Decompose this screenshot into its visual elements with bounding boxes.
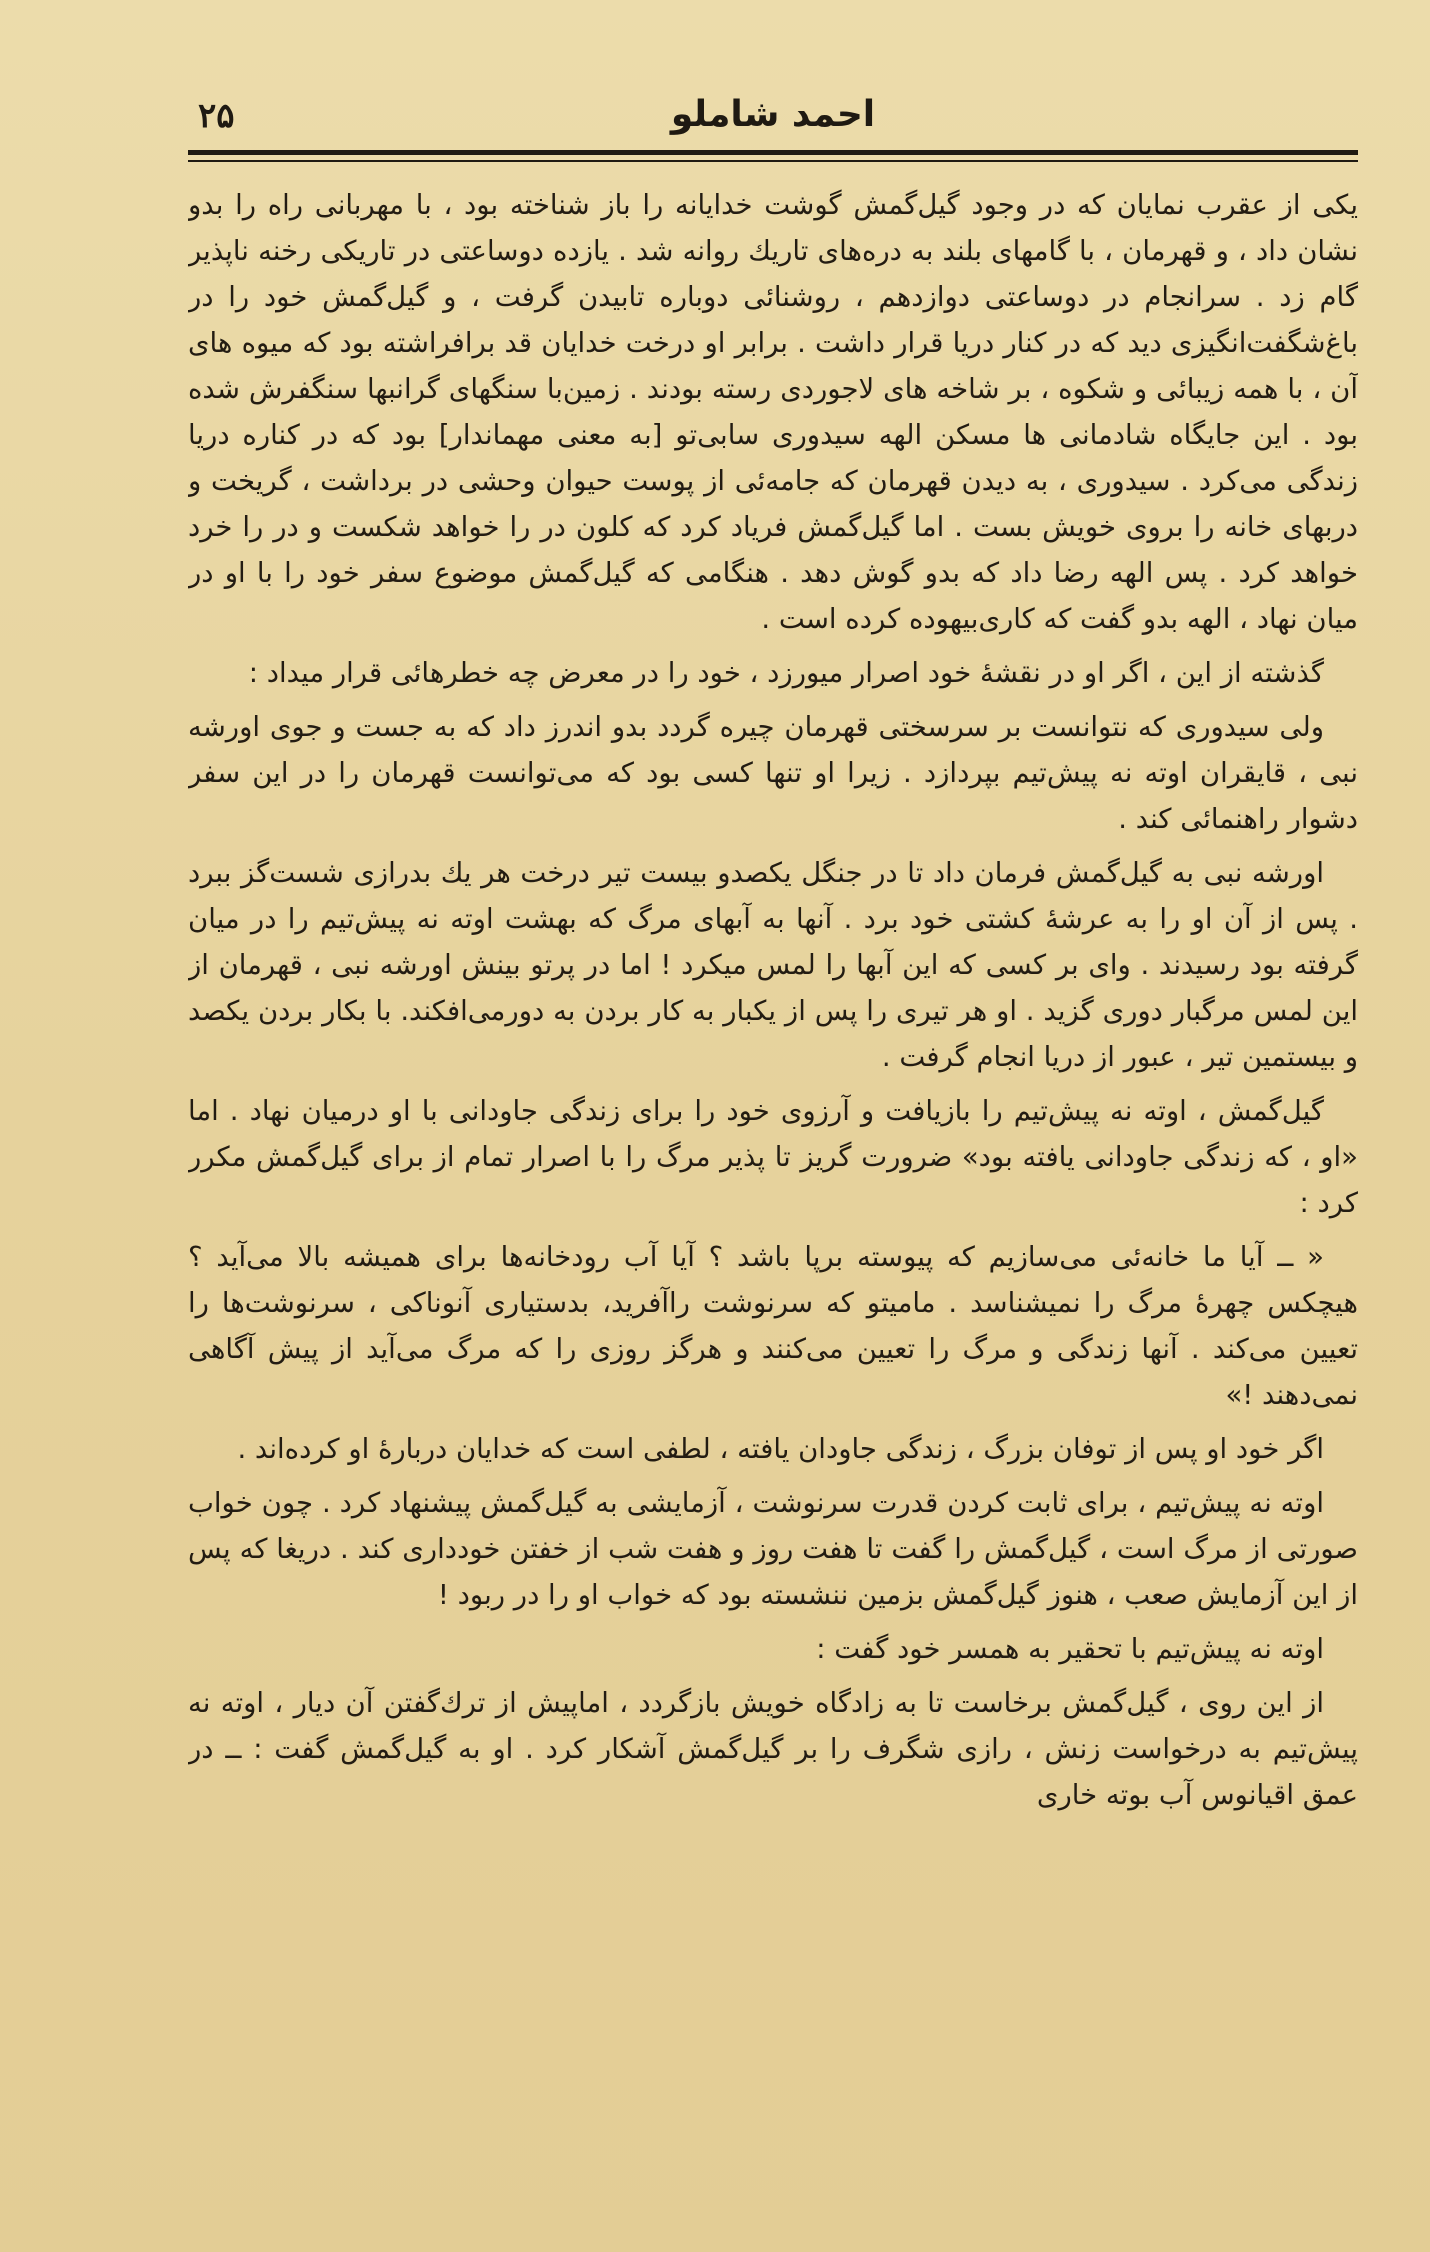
body-text: [188, 182, 1358, 2222]
header-rule-thick: [188, 150, 1358, 155]
page-header: [188, 92, 1358, 152]
paragraph-10: از این روی ، گیل‌گمش برخاست تا به زادگاه خویش بازگردد ، اماپیش از ترك‌گفتن آن دیار ، اوته نه پیش‌تیم به درخواست زنش ، رازی شگرف را بر گیل‌گمش آشکار کرد . او به گیل‌گمش گفت : ــ در عمق اقیانوس آب بوته خاری: [188, 1687, 1358, 1811]
header-rule-thin: [188, 160, 1358, 162]
paragraph-6: « ــ آیا ما خانه‌ئی می‌سازیم که پیوسته برپا باشد ؟ آیا آب رودخانه‌ها برای همیشه بالا می‌آید ؟ هیچکس چهرهٔ مرگ را نمیشناسد . ماميتو که سرنوشت راآفرید، بدستیاری آنوناکی ، سرنوشت‌ها را تعیین می‌کند . آنها زندگی و مرگ را تعیین می‌کنند و هرگز روزی را که مرگ می‌آید از پیش آگاهی نمی‌دهند !»: [188, 1241, 1358, 1411]
paragraph-3: ولی سیدوری که نتوانست بر سرسختی قهرمان چیره گردد بدو اندرز داد که به جست و جوی اورشه نبی ، قایقران اوته نه پیش‌تیم بپردازد . زیرا او تنها کسی بود که می‌توانست قهرمان را در این سفر دشوار راهنمائی کند .: [188, 711, 1358, 835]
paragraph-5: گیل‌گمش ، اوته نه پیش‌تیم را بازیافت و آرزوی خود را برای زندگی جاودانی با او درمیان نهاد . اما «او ، که زندگی جاودانی یافته بود» ضرورت گریز تا پذیر مرگ را با اصرار تمام از برای گیل‌گمش مکرر کرد :: [188, 1095, 1358, 1219]
running-head: احمد شاملو: [670, 94, 876, 135]
paragraph-9: اوته نه پیش‌تیم با تحقیر به همسر خود گفت :: [816, 1633, 1324, 1665]
page-number: ۲۵: [198, 96, 235, 136]
paragraph-1: یکی از عقرب نمایان که در وجود گیل‌گمش گوشت خدایانه را باز شناخته بود ، با مهربانی راه را بدو نشان داد ، و قهرمان ، با گامهای بلند به دره‌های تاریك روانه شد . یازده دوساعتی در تاریکی رخنه ناپذیر گام زد . سرانجام در دوساعتی دوازدهم ، روشنائی دوباره تابیدن گرفت ، و گیل‌گمش خود را در باغ‌شگفت‌انگیزی دید که در کنار دریا قرار داشت . برابر او درخت خدایان قد برافراشته بود که میوه های آن ، با همه زیبائی و شکوه ، بر شاخه های لاجوردی رسته بودند . زمین‌با سنگهای گرانبها سنگفرش شده بود . این جایگاه شادمانی ها مسکن الهه سیدوری سابی‌تو [به معنی مهماندار] بود که در کناره دریا زندگی می‌کرد . سیدوری ، به دیدن قهرمان که جامه‌ئی از پوست حیوان وحشی در برداشت ، گریخت و دربهای خانه را بروی خویش بست . اما گیل‌گمش فریاد کرد که کلون در را خواهد شکست و در را خرد خواهد کرد . پس الهه رضا داد که بدو گوش دهد . هنگامی که گیل‌گمش موضوع سفر خود را با او در میان نهاد ، الهه بدو گفت که کاری‌بیهوده کرده است .: [188, 189, 1358, 635]
paragraph-2: گذشته از این ، اگر او در نقشهٔ خود اصرار میورزد ، خود را در معرض چه خطرهائی قرار میداد :: [248, 657, 1324, 689]
paragraph-8: اوته نه پیش‌تیم ، برای ثابت کردن قدرت سرنوشت ، آزمایشی به گیل‌گمش پیشنهاد کرد . چون خواب صورتی از مرگ است ، گیل‌گمش را گفت تا هفت روز و هفت شب از خفتن خودداری کند . دریغا که پس از این آزمایش صعب ، هنوز گیل‌گمش بزمین ننشسته بود که خواب او را در ربود !: [188, 1487, 1358, 1611]
paragraph-7: اگر خود او پس از توفان بزرگ ، زندگی جاودان یافته ، لطفی است که خدایان دربارهٔ او کرده‌اند .: [237, 1433, 1324, 1465]
paragraph-4: اورشه نبی به گیل‌گمش فرمان داد تا در جنگل یکصدو بیست تیر درخت هر يك بدرازی شست‌گز ببرد . پس از آن او را به عرشهٔ کشتی خود برد . آنها به آبهای مرگ که بهشت اوته نه پیش‌تیم را در میان گرفته بود رسیدند . وای بر کسی که این آبها را لمس میکرد ! اما در پرتو بینش اورشه نبی ، قهرمان از این لمس مرگبار دوری گزید . او هر تیری را پس از یکبار به کار بردن به دورمی‌افکند. با بکار بردن یکصد و بیستمین تیر ، عبور از دریا انجام گرفت .: [188, 857, 1358, 1073]
